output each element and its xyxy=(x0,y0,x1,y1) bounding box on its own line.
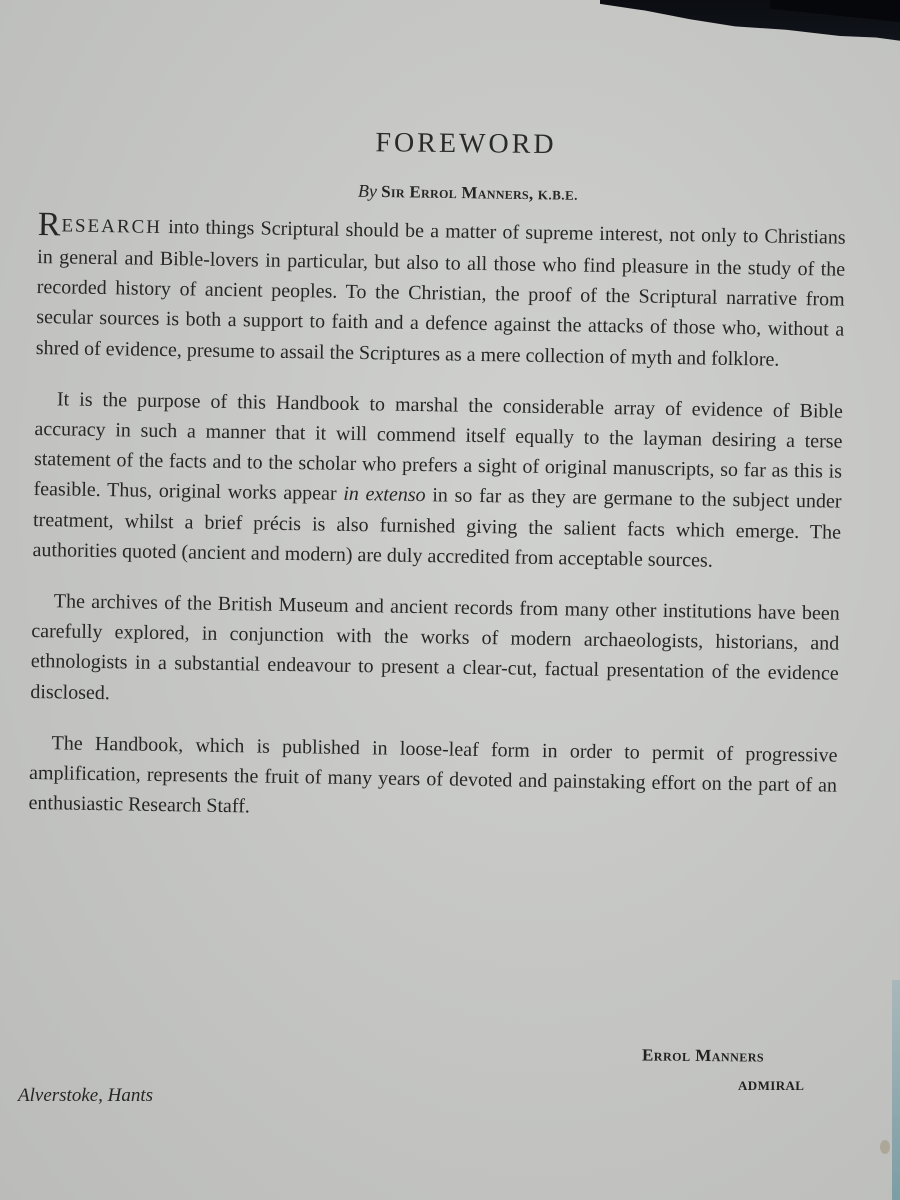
paragraph-4 xyxy=(28,728,837,831)
byline xyxy=(18,176,900,210)
paragraph-text: The archives of the British Museum and ancient records from many other institutions have been carefully explored, in conjunction with the works of modern archaeologists, historians, and ethnologists in a substantial endeavour to present a clear-cut, factual presentation of the evidence disclosed. xyxy=(30,590,840,704)
byline-author: Sir Errol Manners, xyxy=(381,182,534,204)
page-edge xyxy=(892,980,900,1200)
signature-name: Errol Manners xyxy=(641,1045,765,1066)
paragraph-text: into things Scriptural should be a matter of supreme interest, not only to Christians in general and Bible-lovers in particular, but also to all those who find pleasure in the study of the recorded history of ancient peoples. To the Christian, the proof of the Scriptural narrative from secular sources is both a support to faith and a defence against the attacks of those who, without a shred of evidence, presume to assail the Scriptures as a mere collection of myth and folklore. xyxy=(35,215,846,371)
paragraph-1 xyxy=(36,208,846,375)
byline-prefix: By xyxy=(357,180,378,201)
paragraph-2 xyxy=(32,384,843,578)
signature-rank: ADMIRAL xyxy=(738,1078,805,1093)
paragraph-text: The Handbook, which is published in loose-leaf form in order to permit of progressive amplification, represents the fruit of many years of devoted and painstaking effort on the part of an enthusiastic Research Staff. xyxy=(28,732,838,818)
paragraph-text: in so far as they are germane to the subject under treatment, whilst a brief précis is also furnished giving the salient facts which emerge. The authorities quoted (ancient and modern) are duly accredited from acceptable sources. xyxy=(32,484,842,572)
place-line: Alverstoke, Hants xyxy=(18,1085,154,1106)
paper-stain xyxy=(880,1140,890,1154)
byline-honours: K.B.E. xyxy=(537,187,579,203)
paragraph-text: It is the purpose of this Handbook to marshal the considerable array of evidence of Bible accuracy in such a manner that it will commend itself equally to the layman desiring a terse statement of the facts and to the scholar who prefers a sight of original manuscripts, so far as this is feasible. Thus, original works appear xyxy=(33,388,844,506)
foreword-body xyxy=(28,208,846,852)
paragraph-3 xyxy=(30,586,840,719)
small-caps-word: ESEARCH xyxy=(61,215,163,238)
page-title: FOREWORD xyxy=(375,127,557,161)
drop-cap: R xyxy=(37,206,61,244)
italic-phrase: in extenso xyxy=(343,483,426,507)
